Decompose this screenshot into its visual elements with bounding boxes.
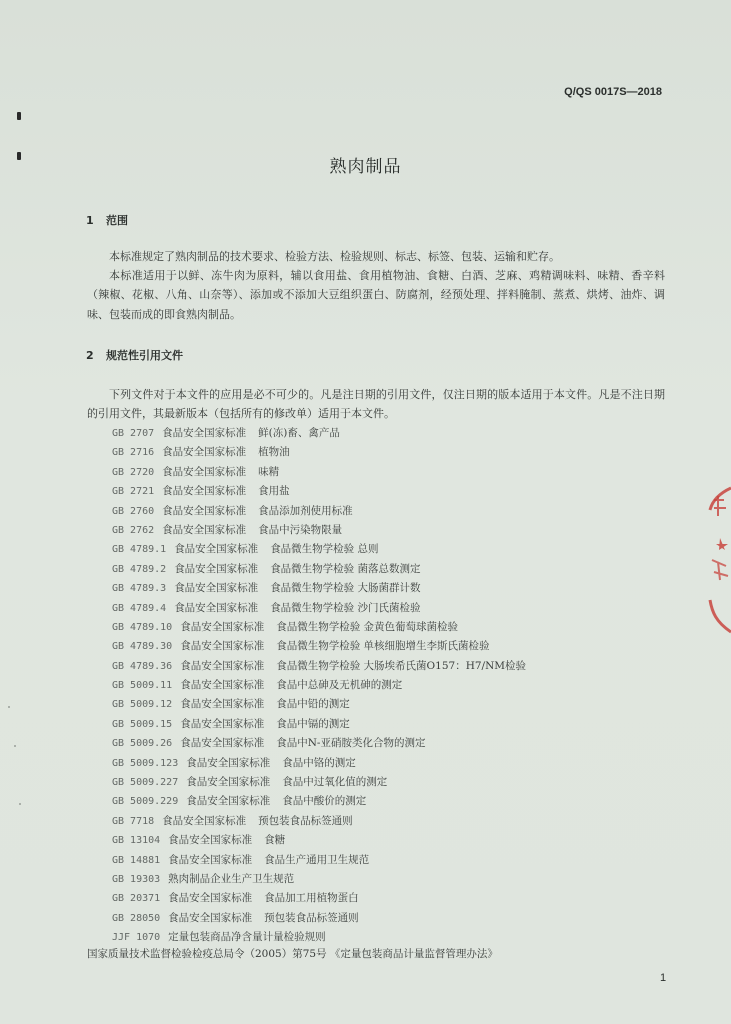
section-title: 规范性引用文件 (106, 349, 183, 362)
reference-item: GB 4789.4 食品安全国家标准 食品微生物学检验 沙门氏菌检验 (112, 601, 421, 614)
reference-item: GB 4789.30 食品安全国家标准 食品微生物学检验 单核细胞增生李斯氏菌检验 (112, 640, 490, 653)
reference-item: GB 2716 食品安全国家标准 植物油 (112, 446, 290, 459)
reference-item: GB 2762 食品安全国家标准 食品中污染物限量 (112, 523, 343, 536)
reference-item: GB 2720 食品安全国家标准 味精 (112, 465, 280, 478)
reference-item: GB 4789.3 食品安全国家标准 食品微生物学检验 大肠菌群计数 (112, 582, 421, 595)
reference-item: GB 5009.11 食品安全国家标准 食品中总砷及无机砷的测定 (112, 679, 403, 692)
reference-item: GB 2721 食品安全国家标准 食用盐 (112, 485, 290, 498)
section-heading-normative-references (86, 347, 183, 363)
reference-item: GB 14881 食品安全国家标准 食品生产通用卫生规范 (112, 853, 370, 866)
reference-item: GB 2760 食品安全国家标准 食品添加剂使用标准 (112, 504, 353, 517)
reference-item: GB 5009.123 食品安全国家标准 食品中铬的测定 (112, 756, 356, 769)
red-seal-stamp-fragment (700, 480, 731, 640)
document-title: 熟肉制品 (329, 157, 402, 177)
reference-item: GB 5009.227 食品安全国家标准 食品中过氧化值的测定 (112, 776, 388, 789)
reference-item: GB 4789.36 食品安全国家标准 食品微生物学检验 大肠埃希氏菌O157：H7/NM检验 (112, 659, 527, 672)
reference-item: GB 20371 食品安全国家标准 食品加工用植物蛋白 (112, 892, 359, 905)
reference-item: GB 28050 食品安全国家标准 预包装食品标签通则 (112, 911, 359, 924)
scan-speck (19, 803, 21, 805)
reference-item: GB 4789.2 食品安全国家标准 食品微生物学检验 菌落总数测定 (112, 562, 421, 575)
reference-list (112, 424, 672, 948)
reference-item: GB 4789.1 食品安全国家标准 食品微生物学检验 总则 (112, 543, 379, 556)
decree-reference: 国家质量技术监督检验检疫总局令（2005）第75号 《定量包装商品计量监督管理办法》 (87, 948, 498, 960)
reference-item: GB 19303 熟肉制品企业生产卫生规范 (112, 872, 295, 885)
scope-paragraph-1: 本标准规定了熟肉制品的技术要求、检验方法、检验规则、标志、标签、包装、运输和贮存。 (109, 250, 560, 263)
section-number: 1 (86, 214, 94, 227)
references-intro-paragraph: 下列文件对于本文件的应用是必不可少的。凡是注日期的引用文件，仅注日期的版本适用于本文件。凡是不注日期的引用文件，其最新版本（包括所有的修改单）适用于本文件。 (87, 388, 665, 421)
reference-item: GB 5009.12 食品安全国家标准 食品中铅的测定 (112, 698, 350, 711)
reference-item: GB 13104 食品安全国家标准 食糖 (112, 834, 286, 847)
scope-paragraph-2: 本标准适用于以鲜、冻牛肉为原料，辅以食用盐、食用植物油、食糖、白酒、芝麻、鸡精调味料、味精、香辛料（辣椒、花椒、八角、山奈等）、添加或不添加大豆组织蛋白、防腐剂，经预处理、拌料腌制、蒸煮、烘烤、油炸、调味、包装而成的即食熟肉制品。 (87, 269, 665, 321)
reference-item: GB 5009.229 食品安全国家标准 食品中酸价的测定 (112, 795, 367, 808)
reference-item: GB 2707 食品安全国家标准 鲜(冻)畜、禽产品 (112, 427, 340, 439)
section-number: 2 (86, 349, 94, 362)
scan-speck (14, 745, 16, 747)
reference-item: GB 4789.10 食品安全国家标准 食品微生物学检验 金黄色葡萄球菌检验 (112, 620, 459, 633)
reference-item: GB 5009.26 食品安全国家标准 食品中N-亚硝胺类化合物的测定 (112, 737, 426, 750)
binder-hole-mark (17, 112, 21, 120)
section-heading-scope (86, 212, 128, 228)
standard-code: Q/QS 0017S—2018 (564, 86, 662, 98)
scan-speck (8, 706, 10, 708)
reference-item: JJF 1070 定量包装商品净含量计量检验规则 (112, 931, 326, 944)
page-number: 1 (660, 972, 667, 984)
reference-item: GB 5009.15 食品安全国家标准 食品中镉的测定 (112, 717, 350, 730)
reference-item: GB 7718 食品安全国家标准 预包装食品标签通则 (112, 814, 353, 827)
section-title: 范围 (106, 214, 128, 227)
